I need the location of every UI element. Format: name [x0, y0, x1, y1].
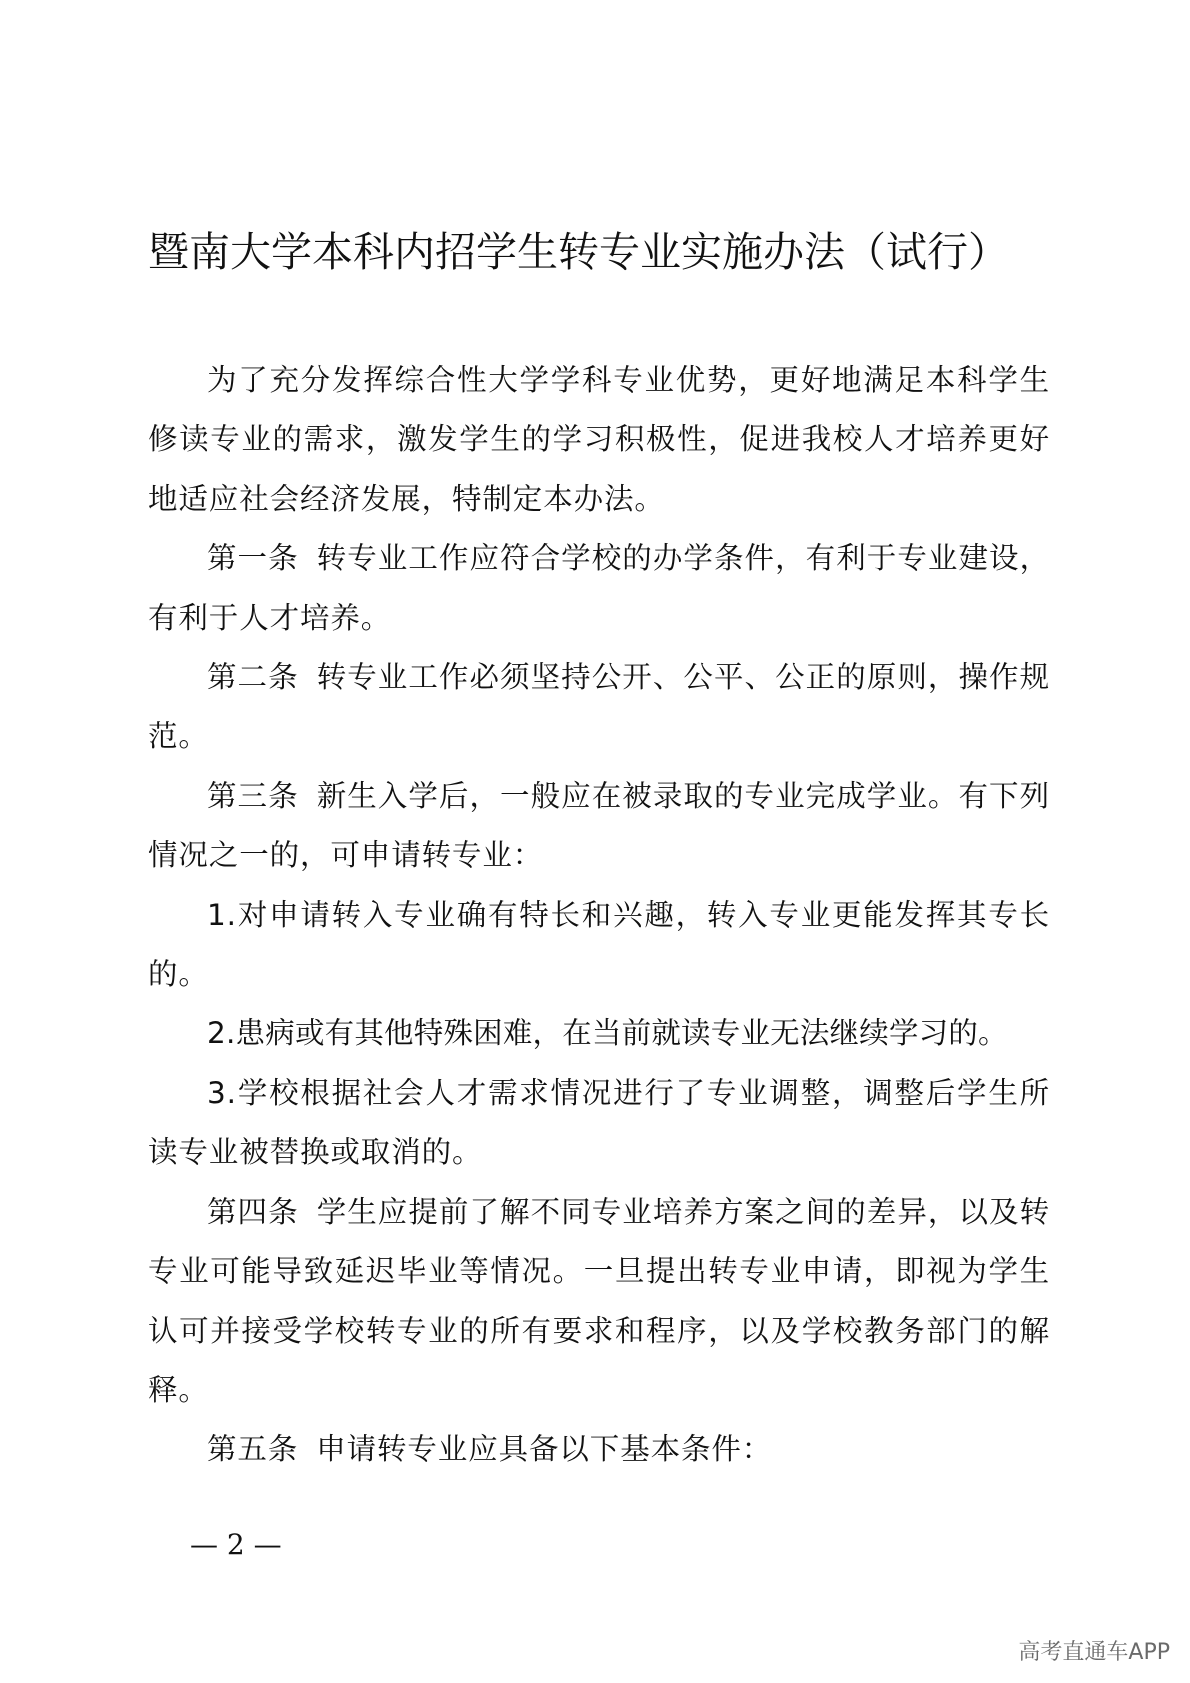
paragraph-text: 转专业工作应符合学校的办学条件，有利于专业建设，有利于人才培养。 [148, 541, 1050, 635]
paragraph-article-4 [148, 1183, 1050, 1421]
paragraph-item-1 [148, 886, 1050, 1005]
paragraph-text: 申请转专业应具备以下基本条件： [316, 1432, 773, 1467]
article-label: 第五条 [207, 1432, 299, 1467]
paragraph-text: 学生应提前了解不同专业培养方案之间的差异，以及转专业可能导致延迟毕业等情况。一旦提出转专业申请，即视为学生认可并接受学校转专业的所有要求和程序，以及学校教务部门的解释。 [148, 1194, 1050, 1407]
document-title: 暨南大学本科内招学生转专业实施办法（试行） [148, 228, 1009, 276]
article-label: 第一条 [207, 541, 299, 576]
paragraph-item-3 [148, 1064, 1050, 1183]
article-label: 第四条 [207, 1194, 299, 1229]
paragraph-text: 新生入学后，一般应在被录取的专业完成学业。有下列情况之一的，可申请转专业： [148, 778, 1050, 873]
paragraph-article-3 [148, 767, 1050, 886]
article-label: 第三条 [207, 778, 299, 813]
page-number: — 2 — [190, 1528, 282, 1561]
paragraph-text: 1.对申请转入专业确有特长和兴趣，转入专业更能发挥其专长的。 [148, 897, 1050, 992]
paragraph-article-5 [148, 1420, 1050, 1479]
paragraph-preamble [148, 351, 1050, 529]
paragraph-text: 转专业工作必须坚持公开、公平、公正的原则，操作规范。 [148, 660, 1050, 754]
document-body [148, 351, 1050, 1480]
paragraph-text: 2.患病或有其他特殊困难，在当前就读专业无法继续学习的。 [207, 1016, 1008, 1051]
paragraph-item-2 [148, 1004, 1050, 1063]
paragraph-text: 3.学校根据社会人才需求情况进行了专业调整，调整后学生所读专业被替换或取消的。 [148, 1075, 1050, 1170]
paragraph-text: 为了充分发挥综合性大学学科专业优势，更好地满足本科学生修读专业的需求，激发学生的学习积极性，促进我校人才培养更好地适应社会经济发展，特制定本办法。 [148, 363, 1050, 516]
paragraph-article-2 [148, 648, 1050, 767]
article-label: 第二条 [207, 660, 299, 695]
paragraph-article-1 [148, 529, 1050, 648]
watermark: 高考直通车APP [1018, 1640, 1170, 1665]
